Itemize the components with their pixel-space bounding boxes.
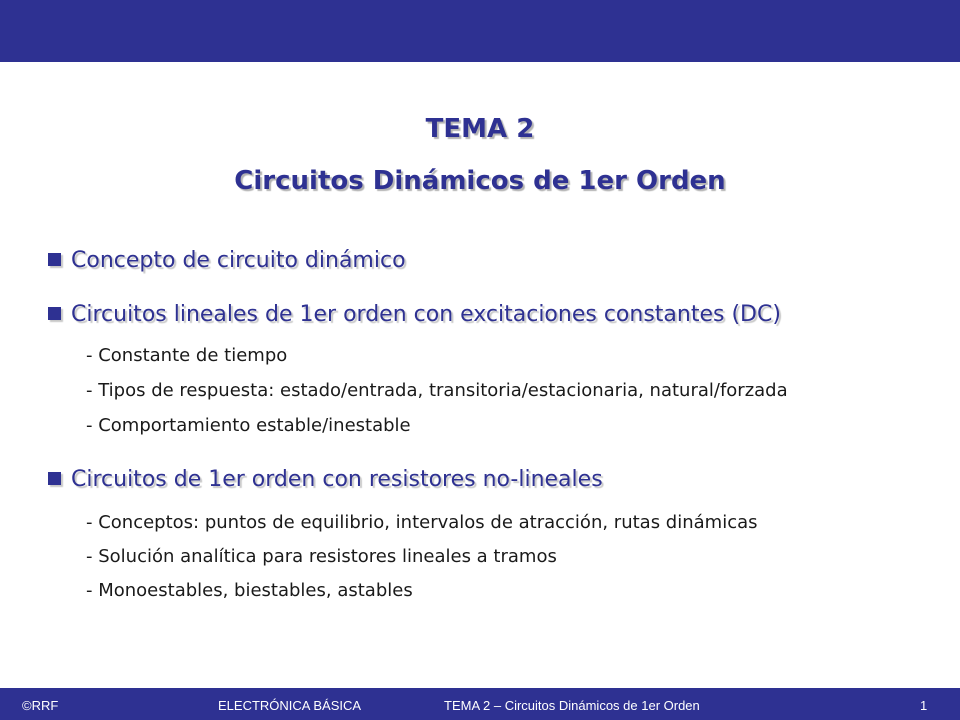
bullet-square-icon bbox=[48, 472, 61, 485]
section-heading-nonlinear-resistors bbox=[48, 467, 603, 492]
section-heading-label: Circuitos lineales de 1er orden con excitaciones constantes (DC) bbox=[71, 302, 781, 327]
bullet-square-icon bbox=[48, 307, 61, 320]
section-heading-dynamic-circuit bbox=[48, 248, 406, 273]
list-item: - Tipos de respuesta: estado/entrada, transitoria/estacionaria, natural/forzada bbox=[86, 380, 788, 401]
slide-title bbox=[0, 112, 960, 198]
title-line-2: Circuitos Dinámicos de 1er Orden bbox=[234, 166, 726, 196]
list-item: - Monoestables, biestables, astables bbox=[86, 580, 413, 601]
bullet-square-icon bbox=[48, 253, 61, 266]
title-line-1: TEMA 2 bbox=[425, 114, 535, 144]
list-item: - Conceptos: puntos de equilibrio, intervalos de atracción, rutas dinámicas bbox=[86, 512, 758, 533]
footer-topic: TEMA 2 – Circuitos Dinámicos de 1er Orden bbox=[444, 698, 700, 713]
section-heading-label: Concepto de circuito dinámico bbox=[71, 248, 406, 273]
footer-copyright: ©RRF bbox=[22, 698, 59, 713]
list-item: - Comportamiento estable/inestable bbox=[86, 415, 411, 436]
header-band bbox=[0, 0, 960, 62]
footer-course: ELECTRÓNICA BÁSICA bbox=[218, 698, 362, 713]
footer-page-number: 1 bbox=[920, 698, 928, 713]
section-heading-linear-circuits bbox=[48, 302, 781, 327]
list-item: - Constante de tiempo bbox=[86, 345, 288, 366]
section-heading-label: Circuitos de 1er orden con resistores no-lineales bbox=[71, 467, 603, 492]
list-item: - Solución analítica para resistores lineales a tramos bbox=[86, 546, 557, 567]
